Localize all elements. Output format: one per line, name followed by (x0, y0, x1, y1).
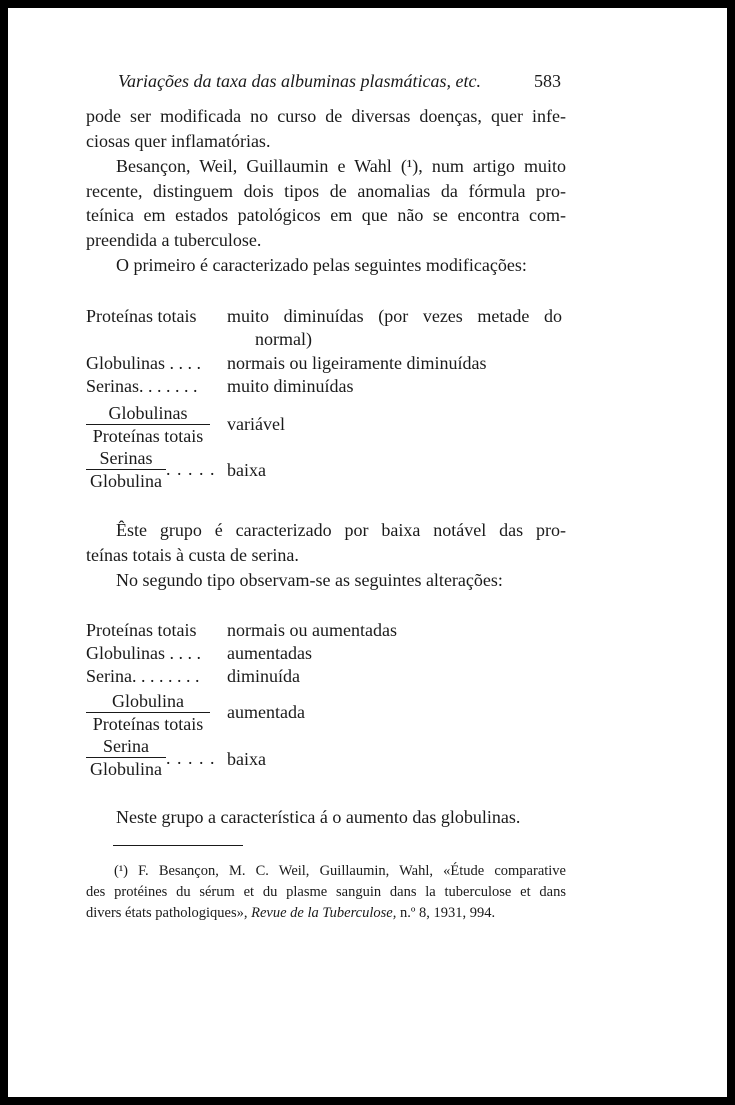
ratio-numerator: Globulina (86, 691, 210, 713)
paragraph-5 (86, 568, 566, 593)
footnote (86, 861, 566, 924)
page-number: 583 (534, 71, 561, 91)
table1-ratio-globulinas-proteinas (86, 403, 210, 446)
footnote-text-1: F. Besançon, M. C. Weil, Guillaumin, Wahl, «Étude comparative (138, 863, 566, 879)
footnote-text-3a: divers états pathologiques», (86, 905, 248, 921)
text-line: ciosas quer inflamatórias. (86, 130, 271, 151)
table1-value-ratio2: baixa (227, 460, 266, 480)
table2-value-ratio1: aumentada (227, 702, 305, 722)
text-line: No segundo tipo observam-se as seguintes alterações: (116, 570, 503, 590)
ratio-denominator: Proteínas totais (92, 426, 204, 446)
table1-value-ratio1: variável (227, 414, 285, 434)
table1-label-serinas: Serinas. . . . . . . (86, 376, 198, 396)
text-line: preendida a tuberculose. (86, 230, 262, 251)
table1-value-proteinas-cont: normal) (255, 329, 312, 349)
footnote-marker: (¹) (114, 863, 129, 879)
footnote-rule (113, 845, 243, 846)
text-line: Neste grupo a característica á o aumento das globulinas. (116, 807, 521, 827)
running-head-title: Variações da taxa das albuminas plasmáticas, etc. (118, 71, 481, 91)
paragraph-2 (86, 154, 566, 253)
paragraph-1 (86, 104, 566, 153)
table2-ratio2-dots: . . . . . (166, 748, 216, 768)
table2-value-proteinas: normais ou aumentadas (227, 620, 397, 640)
table2-label-globulinas: Globulinas . . . . (86, 643, 201, 663)
table1-label-globulinas: Globulinas . . . . (86, 353, 201, 373)
footnote-line-2: des protéines du sérum et du plasme sanguin dans la tuberculose et dans (86, 884, 566, 900)
table1-ratio2-dots: . . . . . (166, 459, 216, 479)
text-line: Êste grupo é caracterizado por baixa notável das pro- (116, 520, 566, 540)
table2-ratio-serina-globulina (86, 736, 166, 779)
ratio-numerator: Globulinas (86, 403, 210, 425)
table1-value-proteinas: muito diminuídas (por vezes metade do (227, 306, 562, 326)
footnote-text-3b: n.º 8, 1931, 994. (399, 905, 496, 921)
table1-value-globulinas: normais ou ligeiramente diminuídas (227, 353, 487, 373)
text-line: teínica em estados patológicos em que não se encontra com- (86, 205, 566, 226)
text-line: pode ser modificada no curso de diversas doenças, quer infe- (86, 106, 566, 126)
footnote-line-3 (86, 903, 566, 924)
text-line: Besançon, Weil, Guillaumin e Wahl (¹), num artigo muito (116, 156, 566, 176)
table2-value-serina: diminuída (227, 666, 300, 686)
table2-label-serina: Serina. . . . . . . . (86, 666, 200, 686)
footnote-journal: Revue de la Tuberculose, (251, 905, 397, 921)
ratio-denominator: Globulina (90, 471, 162, 491)
paragraph-closing (86, 805, 566, 830)
paragraph-4 (86, 518, 566, 567)
paragraph-3 (86, 253, 566, 278)
table1-ratio-serinas-globulina (86, 448, 166, 491)
table1-label-proteinas: Proteínas totais (86, 306, 197, 326)
table2-ratio-globulina-proteinas (86, 691, 210, 734)
page (8, 8, 727, 1097)
ratio-denominator: Globulina (90, 759, 162, 779)
ratio-numerator: Serinas (86, 448, 166, 470)
table2-label-proteinas: Proteínas totais (86, 620, 197, 640)
text-line: O primeiro é caracterizado pelas seguintes modificações: (116, 255, 527, 275)
table2-value-ratio2: baixa (227, 749, 266, 769)
table2-value-globulinas: aumentadas (227, 643, 312, 663)
ratio-denominator: Proteínas totais (92, 714, 204, 734)
text-line: teínas totais à custa de serina. (86, 544, 299, 565)
footnote-line-1 (86, 861, 566, 882)
text-line: recente, distinguem dois tipos de anomalias da fórmula pro- (86, 180, 566, 201)
ratio-numerator: Serina (86, 736, 166, 758)
table1-value-serinas: muito diminuídas (227, 376, 354, 396)
